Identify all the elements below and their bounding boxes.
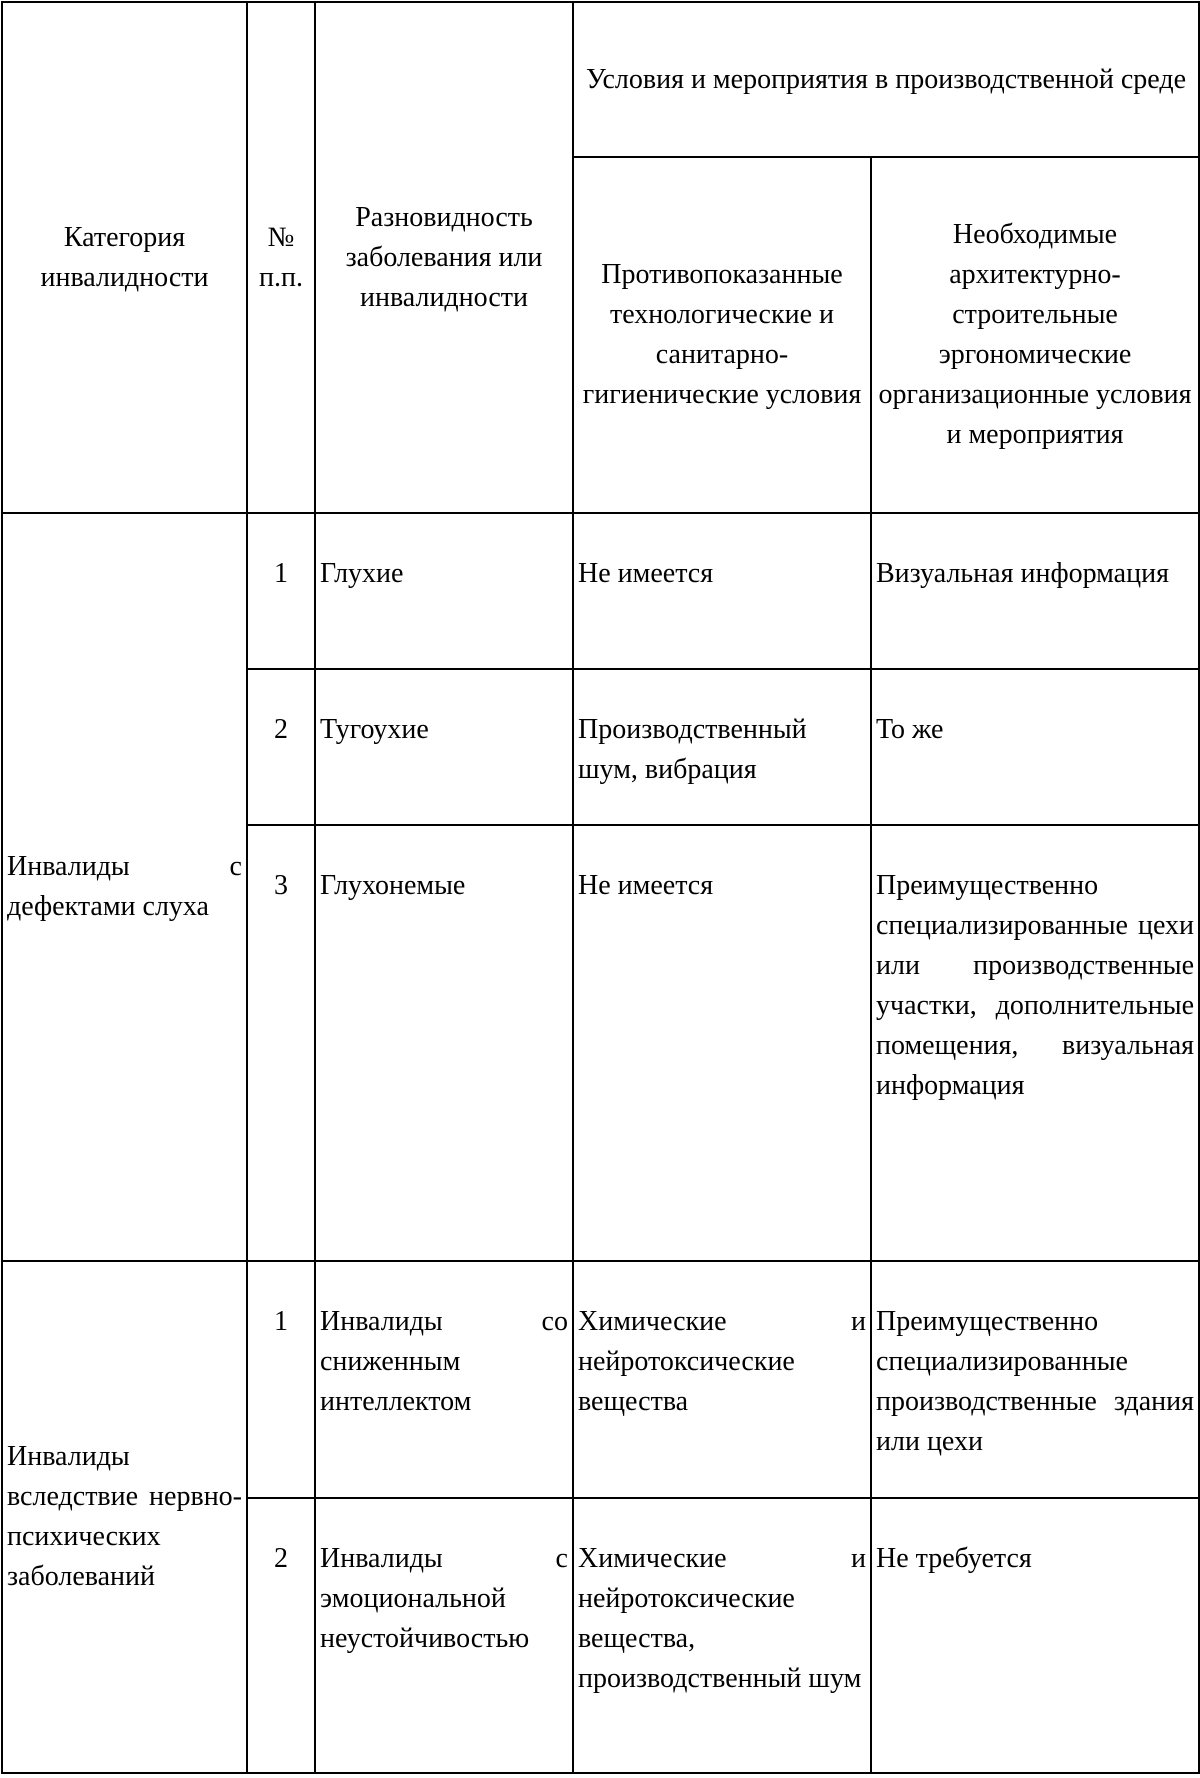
row-variety: [315, 825, 573, 1261]
row-number: [247, 513, 315, 669]
row-contraindicated-text: Производственный шум, вибрация: [578, 714, 807, 785]
row-number-text: 1: [274, 1306, 288, 1337]
row-contraindicated: [573, 825, 871, 1261]
row-contraindicated: [573, 1261, 871, 1498]
header-necessary-text: Необходимые архитектурно-строительные эргономические организационные условия и мероприятия: [878, 219, 1192, 450]
row-necessary: [871, 513, 1199, 669]
row-variety: [315, 513, 573, 669]
row-necessary: [871, 1261, 1199, 1498]
header-necessary: [871, 157, 1199, 513]
row-variety-text: Тугоухие: [320, 714, 429, 745]
table-row: [2, 1261, 1199, 1498]
group-category-text: Инвалиды с дефектами слуха: [7, 851, 242, 922]
row-contraindicated-text: Химические и нейротоксические вещества, производственный шум: [578, 1543, 866, 1694]
row-contraindicated-text: Не имеется: [578, 558, 714, 589]
header-contraindicated-text: Противопоказанные технологические и санитарно-гигиенические условия: [582, 259, 862, 410]
row-number: [247, 1261, 315, 1498]
group-category-hearing: [2, 513, 247, 1261]
row-necessary-text: Визуальная информация: [876, 558, 1169, 589]
row-variety-text: Инвалиды со сниженным интеллектом: [320, 1306, 568, 1417]
group-category-neuro: [2, 1261, 247, 1773]
row-contraindicated: [573, 669, 871, 825]
row-number: [247, 1498, 315, 1773]
row-variety-text: Инвалиды с эмоциональной неустойчивостью: [320, 1543, 568, 1654]
row-number-text: 2: [274, 1543, 288, 1574]
row-variety: [315, 669, 573, 825]
row-necessary-text: Не требуется: [876, 1543, 1032, 1574]
conditions-table: [1, 1, 1200, 1774]
table-row: [2, 513, 1199, 669]
row-variety: [315, 1261, 573, 1498]
row-number: [247, 825, 315, 1261]
row-necessary-text: Преимущественно специализированные производственные здания или цехи: [876, 1306, 1195, 1457]
header-contraindicated: [573, 157, 871, 513]
header-variety-text: Разновидность заболевания или инвалидности: [345, 201, 543, 313]
row-variety: [315, 1498, 573, 1773]
row-variety-text: Глухонемые: [320, 870, 466, 901]
header-number: [247, 2, 315, 513]
group-category-text: Инвалиды вследствие нервно-психических заболеваний: [7, 1441, 242, 1592]
row-necessary: [871, 1498, 1199, 1773]
row-necessary-text: То же: [876, 714, 944, 745]
row-number-text: 2: [274, 714, 288, 745]
header-category: [2, 2, 247, 513]
row-contraindicated-text: Химические и нейротоксические вещества: [578, 1306, 866, 1417]
row-number-text: 1: [274, 558, 288, 589]
row-number: [247, 669, 315, 825]
header-category-text: Категория инвалидности: [40, 221, 209, 293]
header-conditions-group-text: Условия и мероприятия в производственной среде: [586, 63, 1187, 95]
row-variety-text: Глухие: [320, 558, 404, 589]
header-number-text: № п.п.: [259, 221, 303, 293]
row-necessary: [871, 669, 1199, 825]
row-necessary: [871, 825, 1199, 1261]
row-contraindicated: [573, 1498, 871, 1773]
row-number-text: 3: [274, 870, 288, 901]
header-conditions-group: [573, 2, 1199, 157]
header-variety: [315, 2, 573, 513]
row-contraindicated-text: Не имеется: [578, 870, 714, 901]
row-contraindicated: [573, 513, 871, 669]
row-necessary-text: Преимущественно специализированные цехи или производственные участки, дополнительные помещения, визуальная информация: [876, 870, 1195, 1101]
